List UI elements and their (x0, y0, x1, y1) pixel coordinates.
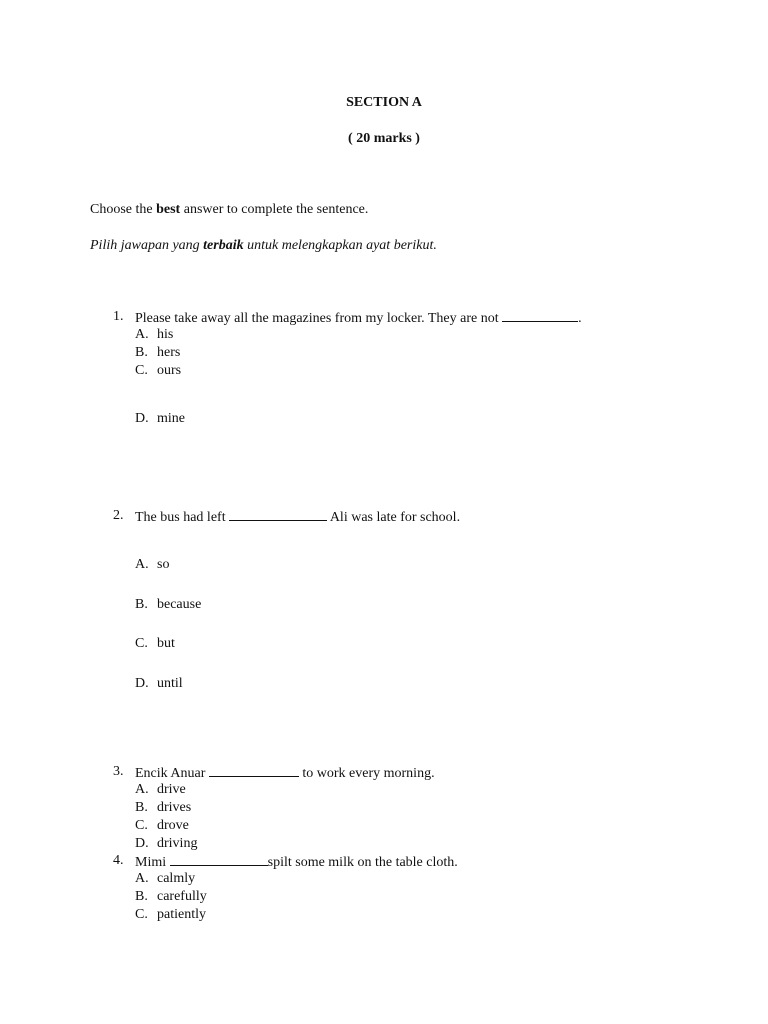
option-a (135, 326, 173, 344)
option-text: drive (157, 782, 186, 797)
question-text-before: Mimi (135, 855, 170, 870)
question-number: 4. (113, 853, 124, 868)
instruction-english-after: answer to complete the sentence. (180, 202, 369, 217)
instruction-malay-emphasis: terbaik (203, 238, 244, 253)
option-letter: C. (135, 818, 148, 833)
answer-blank (229, 507, 327, 521)
option-text: ours (157, 363, 182, 378)
option-letter: D. (135, 676, 149, 691)
option-letter: A. (135, 557, 149, 572)
question-text (135, 852, 458, 872)
instruction-malay-after: untuk melengkapkan ayat berikut. (243, 238, 437, 253)
answer-blank (209, 763, 299, 777)
option-letter: D. (135, 836, 149, 851)
option-letter: C. (135, 636, 148, 651)
option-letter: C. (135, 907, 148, 922)
instruction-english (90, 201, 368, 219)
option-c (135, 635, 175, 653)
question-text-after: . (578, 311, 582, 326)
question-text-after: to work every morning. (298, 766, 435, 781)
option-b (135, 799, 191, 817)
instruction-malay-before: Pilih jawapan yang (90, 238, 204, 253)
question-number: 1. (113, 309, 124, 324)
option-b (135, 596, 201, 614)
option-letter: B. (135, 889, 148, 904)
question-text-before: The bus had left (135, 510, 230, 525)
option-letter: B. (135, 345, 148, 360)
option-text: until (157, 676, 183, 691)
option-a (135, 781, 186, 799)
option-letter: B. (135, 597, 148, 612)
section-marks: ( 20 marks ) (348, 131, 420, 146)
option-letter: C. (135, 363, 148, 378)
option-a (135, 556, 169, 574)
instruction-english-emphasis: best (156, 202, 181, 217)
option-text: drives (157, 800, 192, 815)
option-text: because (157, 597, 202, 612)
question-number: 3. (113, 764, 124, 779)
option-text: calmly (157, 871, 196, 886)
option-b (135, 888, 207, 906)
option-c (135, 906, 206, 924)
option-letter: A. (135, 782, 149, 797)
instruction-malay (90, 237, 437, 255)
option-c (135, 362, 181, 380)
option-text: carefully (157, 889, 207, 904)
option-text: drove (157, 818, 189, 833)
question-text-after: spilt some milk on the table cloth. (267, 855, 458, 870)
option-text: his (157, 327, 174, 342)
option-text: patiently (157, 907, 206, 922)
answer-blank (502, 308, 578, 322)
section-title: SECTION A (346, 95, 422, 110)
instruction-english-before: Choose the (90, 202, 157, 217)
option-text: so (157, 557, 170, 572)
option-a (135, 870, 195, 888)
question-number: 2. (113, 508, 124, 523)
question-text-before: Please take away all the magazines from my locker. They are not (135, 311, 503, 326)
option-letter: A. (135, 871, 149, 886)
option-b (135, 344, 180, 362)
option-letter: D. (135, 411, 149, 426)
question-text-before: Encik Anuar (135, 766, 209, 781)
option-d (135, 410, 185, 428)
option-letter: B. (135, 800, 148, 815)
option-text: hers (157, 345, 181, 360)
question-text (135, 308, 582, 328)
option-text: mine (157, 411, 185, 426)
answer-blank (170, 852, 268, 866)
question-text (135, 763, 435, 783)
option-text: but (157, 636, 175, 651)
option-letter: A. (135, 327, 149, 342)
question-text-after: Ali was late for school. (327, 510, 461, 525)
option-text: driving (157, 836, 198, 851)
option-d (135, 675, 183, 693)
question-text (135, 507, 460, 527)
option-c (135, 817, 189, 835)
option-d (135, 835, 197, 853)
